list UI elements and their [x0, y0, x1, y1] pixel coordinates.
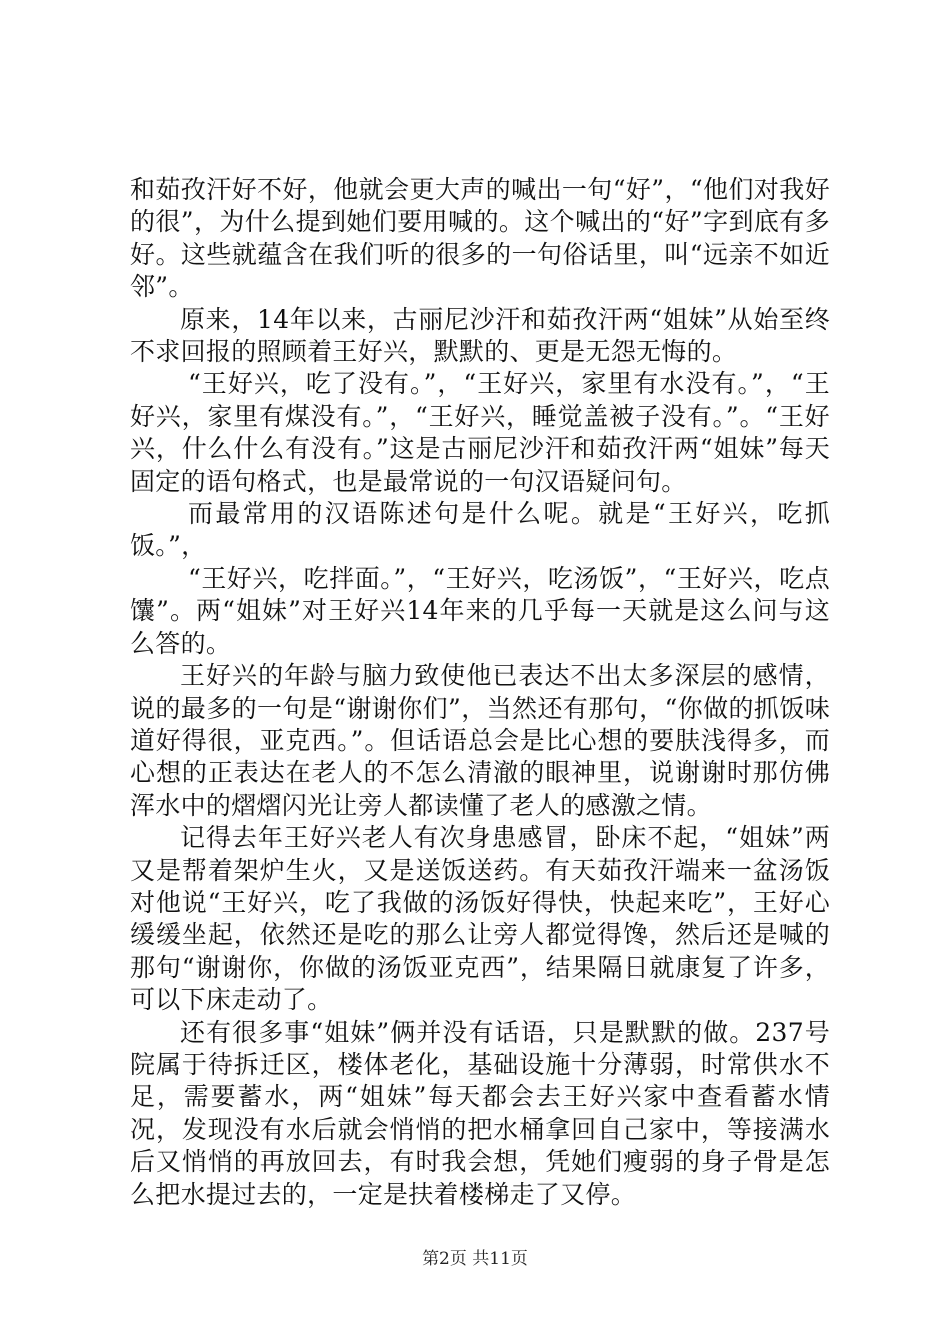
paragraph-3: “王好兴，吃了没有。”，“王好兴，家里有水没有。”，“王好兴，家里有煤没有。”，“王好兴，睡觉盖被子没有。”。“王好兴，什么什么有没有。”这是古丽尼沙汗和茹孜汗两“姐妹”每天固定的语句格式，也是最常说的一句汉语疑问句。 [130, 369, 830, 496]
paragraph-2: 原来，14年以来，古丽尼沙汗和茹孜汗两“姐妹”从始至终不求回报的照顾着王好兴，默默的、更是无怨无悔的。 [130, 304, 830, 367]
paragraph-8: 还有很多事“姐妹”俩并没有话语，只是默默的做。237号院属于待拆迁区，楼体老化，基础设施十分薄弱，时常供水不足，需要蓄水，两“姐妹”每天都会去王好兴家中查看蓄水情况，发现没有水后就会悄悄的把水桶拿回自己家中，等接满水后又悄悄的再放回去，有时我会想，凭她们瘦弱的身子骨是怎么把水提过去的，一定是扶着楼梯走了又停。 [130, 1017, 830, 1209]
paragraph-7: 记得去年王好兴老人有次身患感冒，卧床不起，“姐妹”两又是帮着架炉生火，又是送饭送药。有天茹孜汗端来一盆汤饭对他说“王好兴，吃了我做的汤饭好得快，快起来吃”，王好心缓缓坐起，依然还是吃的那么让旁人都觉得馋，然后还是喊的那句“谢谢你，你做的汤饭亚克西”，结果隔日就康复了许多，可以下床走动了。 [130, 823, 830, 1015]
paragraph-4: 而最常用的汉语陈述句是什么呢。就是“王好兴，吃抓饭。”， [130, 499, 830, 561]
paragraph-6: 王好兴的年龄与脑力致使他已表达不出太多深层的感情，说的最多的一句是“谢谢你们”，当然还有那句，“你做的抓饭味道好得很，亚克西。”。但话语总会是比心想的要肤浅得多，而心想的正表达在老人的不怎么清澈的眼神里，说谢谢时那仿佛浑水中的熠熠闪光让旁人都读懂了老人的感激之情。 [130, 661, 830, 820]
page-footer [0, 1244, 950, 1269]
page-number: 第2页 共11页 [422, 1249, 528, 1269]
document-body [130, 174, 830, 1211]
paragraph-1: 和茹孜汗好不好，他就会更大声的喊出一句“好”，“他们对我好的很”，为什么提到她们要用喊的。这个喊出的“好”字到底有多好。这些就蕴含在我们听的很多的一句俗话里，叫“远亲不如近邻”。 [130, 175, 830, 302]
paragraph-5: “王好兴，吃拌面。”，“王好兴，吃汤饭”，“王好兴，吃点馕”。两“姐妹”对王好兴14年来的几乎每一天就是这么问与这么答的。 [130, 563, 830, 658]
